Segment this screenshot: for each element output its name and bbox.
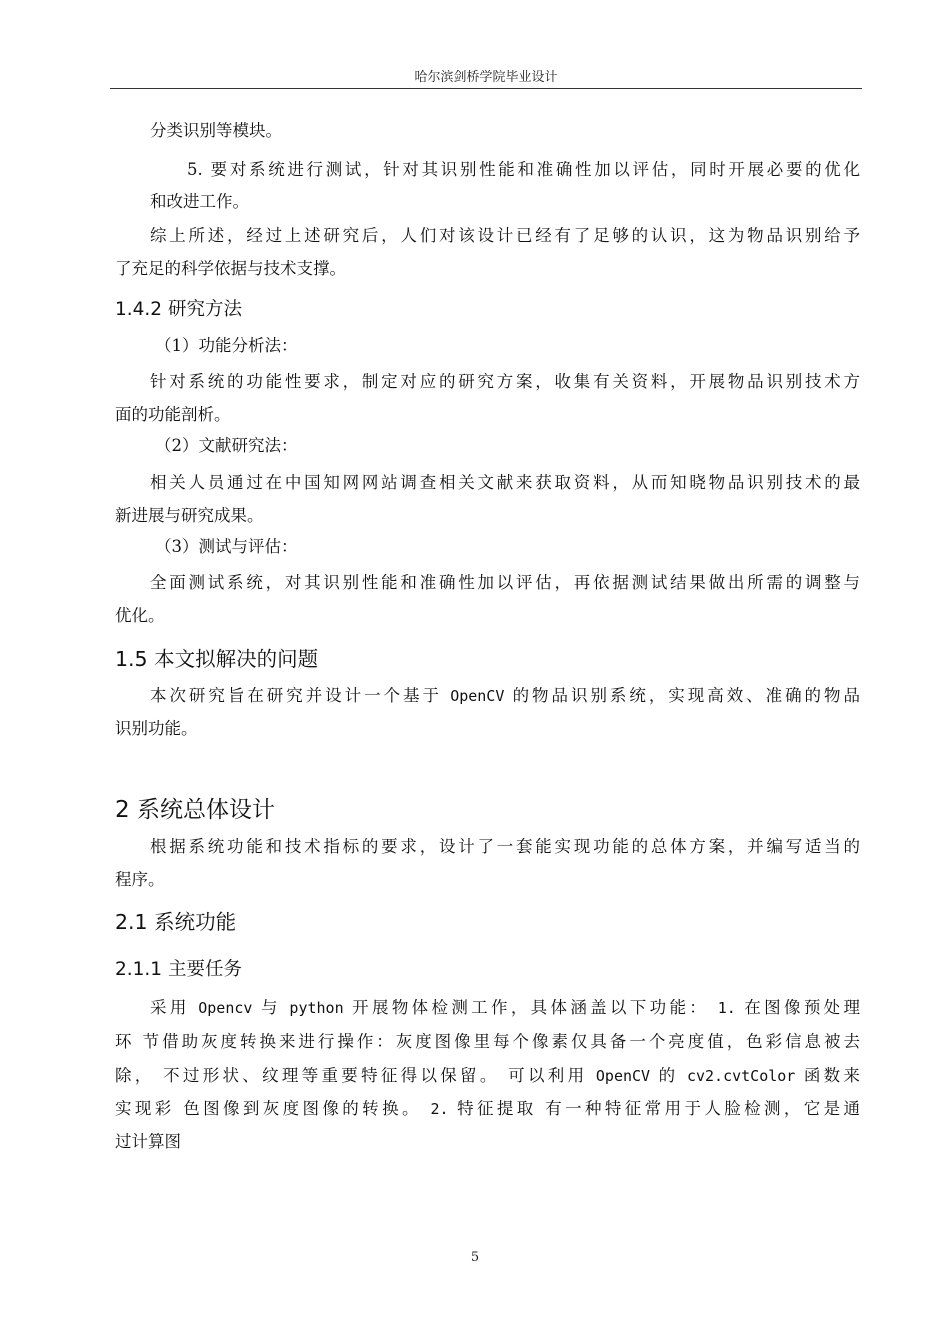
- paragraph-line: [150, 686, 860, 706]
- code-term: python: [289, 999, 344, 1017]
- page-number: 5: [470, 1250, 480, 1265]
- chapter-heading-2: 2 系统总体设计: [115, 797, 275, 823]
- paragraph-line: 了充足的科学依据与技术支撑。: [115, 259, 346, 278]
- section-heading-1-5: 1.5 本文拟解决的问题: [115, 647, 319, 671]
- text-run: 实现彩 色图像到灰度图像的转换。: [115, 1099, 431, 1118]
- text-run: 的: [650, 1066, 687, 1085]
- section-heading-2-1-1: 2.1.1 主要任务: [115, 959, 242, 980]
- text-run: 函数来: [795, 1066, 860, 1085]
- paragraph-line: [115, 1099, 860, 1119]
- text-run: 本次研究旨在研究并设计一个基于: [150, 686, 451, 705]
- text-run: 特征提取 有一种特征常用于人脸检测，它是通: [448, 1099, 860, 1118]
- paragraph-line: 5. 要对系统进行测试，针对其识别性能和准确性加以评估，同时开展必要的优化: [187, 160, 860, 179]
- code-term: 1.: [717, 999, 736, 1017]
- code-term: cv2.cvtColor: [686, 1067, 796, 1085]
- paragraph-line: 和改进工作。: [150, 192, 249, 211]
- paragraph-line: 根据系统功能和技术指标的要求，设计了一套能实现功能的总体方案，并编写适当的: [150, 837, 860, 856]
- method-label: （2）文献研究法：: [155, 436, 298, 455]
- paragraph-line: 针对系统的功能性要求，制定对应的研究方案，收集有关资料，开展物品识别技术方: [150, 372, 860, 391]
- paragraph-line: [150, 998, 860, 1018]
- paragraph-line: 面的功能剖析。: [115, 405, 231, 424]
- code-term: 2.: [430, 1100, 449, 1118]
- paragraph-line: 识别功能。: [115, 719, 198, 738]
- section-heading-1-4-2: 1.4.2 研究方法: [115, 299, 242, 320]
- method-label: （1）功能分析法：: [155, 336, 298, 355]
- section-heading-2-1: 2.1 系统功能: [115, 910, 237, 934]
- text-run: 除， 不过形状、纹理等重要特征得以保留。 可以利用: [115, 1066, 596, 1085]
- text-run: 采用: [150, 998, 199, 1017]
- text-run: 在图像预处理: [735, 998, 860, 1017]
- code-term: OpenCV: [595, 1067, 651, 1085]
- paragraph-line: 相关人员通过在中国知网网站调查相关文献来获取资料，从而知晓物品识别技术的最: [150, 473, 860, 492]
- paragraph-line: 程序。: [115, 870, 165, 889]
- paragraph-line: 综上所述，经过上述研究后，人们对该设计已经有了足够的认识，这为物品识别给予: [150, 226, 860, 245]
- code-term: Opencv: [198, 999, 253, 1017]
- paragraph-line: [115, 1066, 860, 1086]
- text-run: 与: [252, 998, 290, 1017]
- paragraph-line: 环 节借助灰度转换来进行操作：灰度图像里每个像素仅具备一个亮度值，色彩信息被去: [115, 1032, 860, 1051]
- paragraph-line: 全面测试系统，对其识别性能和准确性加以评估，再依据测试结果做出所需的调整与: [150, 573, 860, 592]
- paragraph-line: 分类识别等模块。: [150, 121, 282, 140]
- header-divider: [110, 88, 862, 89]
- text-run: 的物品识别系统，实现高效、准确的物品: [504, 686, 860, 705]
- method-label: （3）测试与评估：: [155, 537, 298, 556]
- page-header-title: 哈尔滨剑桥学院毕业设计: [414, 70, 558, 85]
- paragraph-line: 新进展与研究成果。: [115, 506, 264, 525]
- code-term: OpenCV: [450, 687, 505, 705]
- paragraph-line: 过计算图: [115, 1132, 181, 1151]
- paragraph-line: 优化。: [115, 606, 165, 625]
- text-run: 开展物体检测工作，具体涵盖以下功能：: [343, 998, 718, 1017]
